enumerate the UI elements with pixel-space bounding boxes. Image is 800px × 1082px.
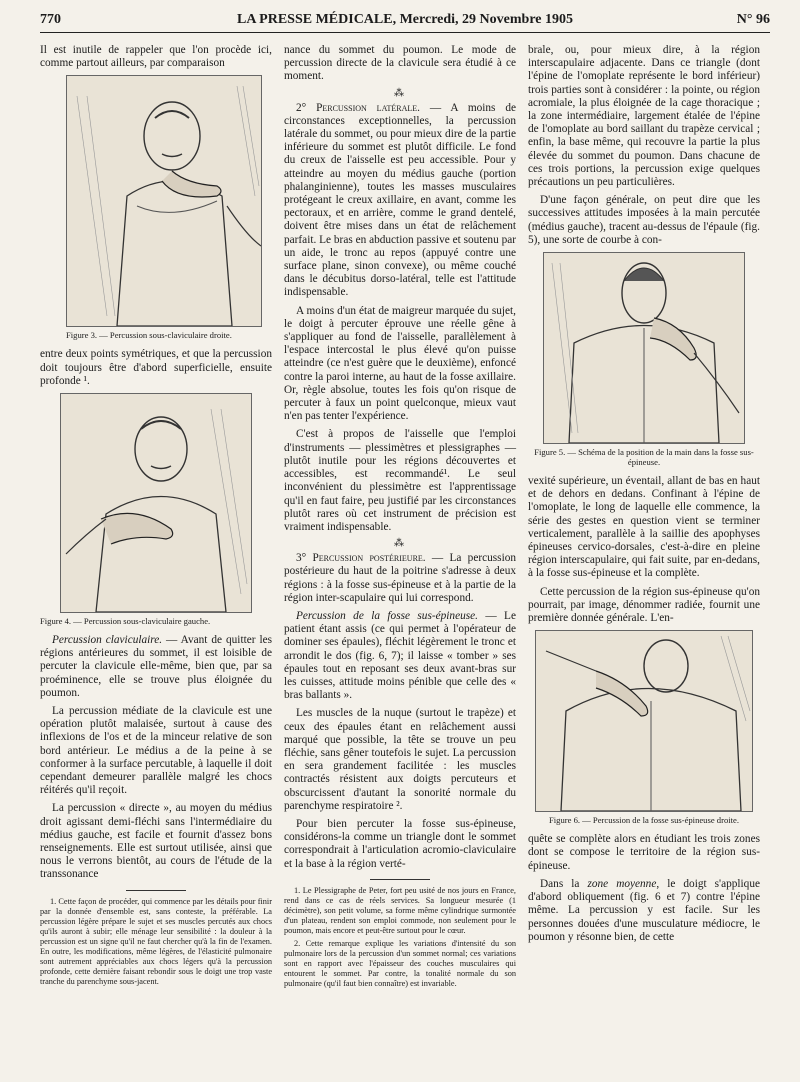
maigreur-paragraph: A moins d'un état de maigreur marquée du sujet, le doigt à percuter éprouve une réelle gêne à s'appliquer au fond de l'aisselle, parallèlement à l'espace intercostal le plus élevé qu'on puisse atteindre (ce n'est guère que le deuxième), enfoncé contre la paroi interne, au haut de la fosse axillaire. Or, règle absolue, toutes les fois qu'on risque de percuter à faux un point quelconque, mieux vaut n'en pas tenter l'expérience. xyxy=(284,304,516,423)
footnote-col2-2: 2. Cette remarque explique les variations d'intensité du son pulmonaire lors de la percussion d'un sommet normal; ces variations sont en rapport avec l'épaisseur des couches musculaires qui entourent le sommet. Par contre, la tonalité normale du son pulmonaire (qu'il faut bien connaître) est invariable. xyxy=(284,938,516,988)
footnote-col2-1: 1. Le Plessigraphe de Peter, fort peu usité de nos jours en France, rend dans ce cas de réels services. Sa longueur mesurée (1 décimètre), son petit volume, sa forme même cylindrique surmontée d'un plateau, rendent son emploi commode, non seulement pour le poumon, mais encore et peut-être surtout pour le cœur. xyxy=(284,885,516,935)
figure-4-illustration xyxy=(60,393,252,613)
page-header xyxy=(40,8,770,33)
continuation-paragraph-3: brale, ou, pour mieux dire, à la région interscapulaire adjacente. Dans ce triangle (dont l'épine de l'omoplate représente le bord inférieur) trois parties sont à considérer : la pointe, ou région acromiale, la plus éloignée de la cage thoracique ; la zone intermédiaire, largement étalée de l'épine de l'omoplate au bord saillant du trapèze cervical ; enfin, la base même, qui recouvre la partie la plus élevée du sommet du poumon. Dans chacune de ces trois portions, la percussion exige quelques précautions un peu particulières. xyxy=(528,44,760,189)
section-3-title: Percussion postérieure. xyxy=(312,552,426,565)
directe-paragraph: La percussion « directe », au moyen du médius droit agissant demi-fléchi sans l'intermédiaire du médius gauche, est facile et fournit d'assez bons renseignements. Elle est surtout utilisée, ainsi que nous le verrons bientôt, au cours de l'étude de la transsonance xyxy=(40,802,272,881)
quete-paragraph: quête se complète alors en étudiant les trois zones dont se compose le territoire de la région sus-épineuse. xyxy=(528,833,760,872)
intro-paragraph: Il est inutile de rappeler que l'on procède ici, comme partout ailleurs, par comparaison xyxy=(40,44,272,70)
convexite-paragraph: vexité supérieure, un éventail, allant de bas en haut et de dehors en dedans. Confinant à l'épine de l'omoplate, le long de laquelle elle commence, la série des gestes en question vient se terminer verticalement, parallèle à la saillie des apophyses épineuses cervico-dorsales, c'est-à-dire en pleine région interscapulaire, qui fait suite, par en-dedans, à la fosse sus-épineuse et la complète. xyxy=(528,475,760,580)
section-2-number: 2° xyxy=(296,101,307,114)
figure-3-illustration xyxy=(66,75,262,327)
section-separator: ⁂ xyxy=(394,87,406,99)
column-left xyxy=(40,44,272,990)
moyenne-emphasis: zone moyenne xyxy=(587,877,657,890)
clavicular-paragraph: — Avant de quitter les régions antérieures du sommet, il est loisible de percuter la clavicule elle-même, bien que, par sa proéminence, elle se trouve plus éloignée du poumon. xyxy=(40,634,272,699)
section-separator-2: ⁂ xyxy=(394,538,406,550)
figure-6-illustration xyxy=(535,630,753,812)
issue-number: N° 96 xyxy=(736,12,770,27)
facon-paragraph: D'une façon générale, on peut dire que les successives attitudes imposées à la main percutée (médius gauche), tracent au-dessus de l'épaule (fig. 5), une sorte de courbe à con- xyxy=(528,194,760,246)
section-3-number: 3° xyxy=(296,552,307,565)
engraving-anterior-percussion-left xyxy=(61,394,251,612)
fosse-heading: Percussion de la fosse sus-épineuse. xyxy=(296,609,478,622)
engraving-supraspinous-schema xyxy=(544,253,744,443)
figure-5 xyxy=(528,252,760,467)
figure-5-caption: Figure 5. — Schéma de la position de la main dans la fosse sus-épineuse. xyxy=(534,447,754,468)
eventail-paragraph: Cette percussion de la région sus-épineuse qu'on pourrait, par image, dénommer radiée, fournit une première donnée générale. L'en- xyxy=(528,585,760,625)
section-2-body: — A moins de circonstances exceptionnelles, la percussion latérale du sommet, ou pour mieux dire de la partie inférieure du sommet est plutôt difficile. Le fond du creux de l'aisselle est peu accessible. Pour y atteindre au moyen du médius gauche (portion phalanginienne), toutes les masses musculaires protégeant le creux axillaire, en avant, comme les pectoraux, et en arrière, comme le grand dentelé, doivent être mises dans un état de relâchement parfait. Le bras en abduction passive et soutenu par un aide, le tronc au repos (appuyé contre une surface plane, sinon convexe), ou même couché dans le décubitus dorso-latéral, telle est l'attitude indispensable. xyxy=(284,101,516,299)
footnote-col1: 1. Cette façon de procéder, qui commence par les détails pour finir par la donnée d'ensemble est, sans conteste, la préférable. La percussion légère prépare le sujet et ses muscles percutés aux chocs qu'ils auront à subir; elle ménage leur sensibilité : la douleur à la percussion est un signe qu'il ne faut chercher qu'à la fin de l'examen. En outre, les modifications, même légères, de l'élasticité pulmonaire sont autrement appréciables aux chocs légers qu'à la percussion profonde, cette dernière faisant rebondir sous le doigt une trop vaste tranche du parenchyme sous-jacent. xyxy=(40,896,272,986)
figure-4 xyxy=(40,393,272,626)
moyenne-paragraph: , le doigt s'applique d'abord obliquement (fig. 6 et 7) contre l'épine même. La percussion y est facile. Sur les personnes douées d'une musculature médiocre, le poumon y résonne bien, de cette xyxy=(528,877,760,943)
moyenne-lead: Dans la xyxy=(540,877,588,890)
figure-6-caption: Figure 6. — Percussion de la fosse sus-épineuse droite. xyxy=(549,815,739,826)
column-middle xyxy=(284,44,516,992)
figure-3-caption: Figure 3. — Percussion sous-claviculaire droite. xyxy=(66,330,232,341)
fosse-paragraph: — Le patient étant assis (ce qui permet à l'opérateur de dominer ses épaules), fléchit légèrement le tronc et arrondit le dos (fig. 6, 7); il laisse « tomber » ses épaules tout en reposant ses deux avant-bras sur les cuisses, attitude moins pénible que celle des « bras ballants ». xyxy=(284,609,516,702)
figure-4-caption: Figure 4. — Percussion sous-claviculaire gauche. xyxy=(40,616,211,627)
triangle-paragraph: Pour bien percuter la fosse sus-épineuse, considérons-la comme un triangle dont le sommet correspondrait à l'articulation acromio-claviculaire et la base à la région verté- xyxy=(284,817,516,870)
section-3-body: — La percussion postérieure du haut de la poitrine s'adresse à deux régions : à la fosse sus-épineuse et à la partie de la région inter-scapulaire qui lui correspond. xyxy=(284,552,516,604)
figure-3 xyxy=(40,75,272,340)
figure-6 xyxy=(528,630,760,825)
figure-5-illustration xyxy=(543,252,745,444)
mediate-paragraph: La percussion médiate de la clavicule est une opération plutôt malaisée, surtout à cause des inflexions de l'os et de la minceur relative de son bord antérieur. Le médius a de la peine à se conformer à la surface percutable, à laquelle il doit cependant demeurer parallèle malgré les chocs réitérés qu'il reçoit. xyxy=(40,705,272,797)
muscles-paragraph: Les muscles de la nuque (surtout le trapèze) et ceux des épaules étant en relâchement aussi marqué que possible, la tête se trouve un peu fléchie, sans gêner toutefois le sujet. La percussion en sera grandement facilitée : les muscles contractés résistent aux doigts percuteurs et obscurcissent d'autant la sonorité normale du parenchyme respiratoire ². xyxy=(284,707,516,812)
continuation-paragraph: nance du sommet du poumon. Le mode de percussion directe de la clavicule sera étudié à ce moment. xyxy=(284,44,516,83)
journal-title: LA PRESSE MÉDICALE, Mercredi, 29 Novembre 1905 xyxy=(237,12,573,27)
engraving-anterior-percussion-right xyxy=(67,76,261,326)
column-right xyxy=(528,44,760,949)
footnote-rule xyxy=(126,890,186,891)
clavicular-heading: Percussion claviculaire. xyxy=(52,634,163,647)
section-2-title: Percussion latérale. xyxy=(316,101,420,114)
instruments-paragraph: C'est à propos de l'aisselle que l'emploi d'instruments — plessimètres et plessigraphes — plutôt inutile pour les régions découvertes et accessibles, est recommandé¹. Le seul inconvénient du plessimètre est l'apprentissage qu'il en faut faire, peu justifié par les circonstances plutôt rares où cet instrument de précision est vraiment indispensable. xyxy=(284,428,516,533)
points-paragraph: entre deux points symétriques, et que la percussion doit toujours être d'abord superficielle, ensuite profonde ¹. xyxy=(40,348,272,387)
footnote-rule-2 xyxy=(370,879,430,880)
page-number: 770 xyxy=(40,12,61,27)
engraving-supraspinous-percussion xyxy=(536,631,752,811)
